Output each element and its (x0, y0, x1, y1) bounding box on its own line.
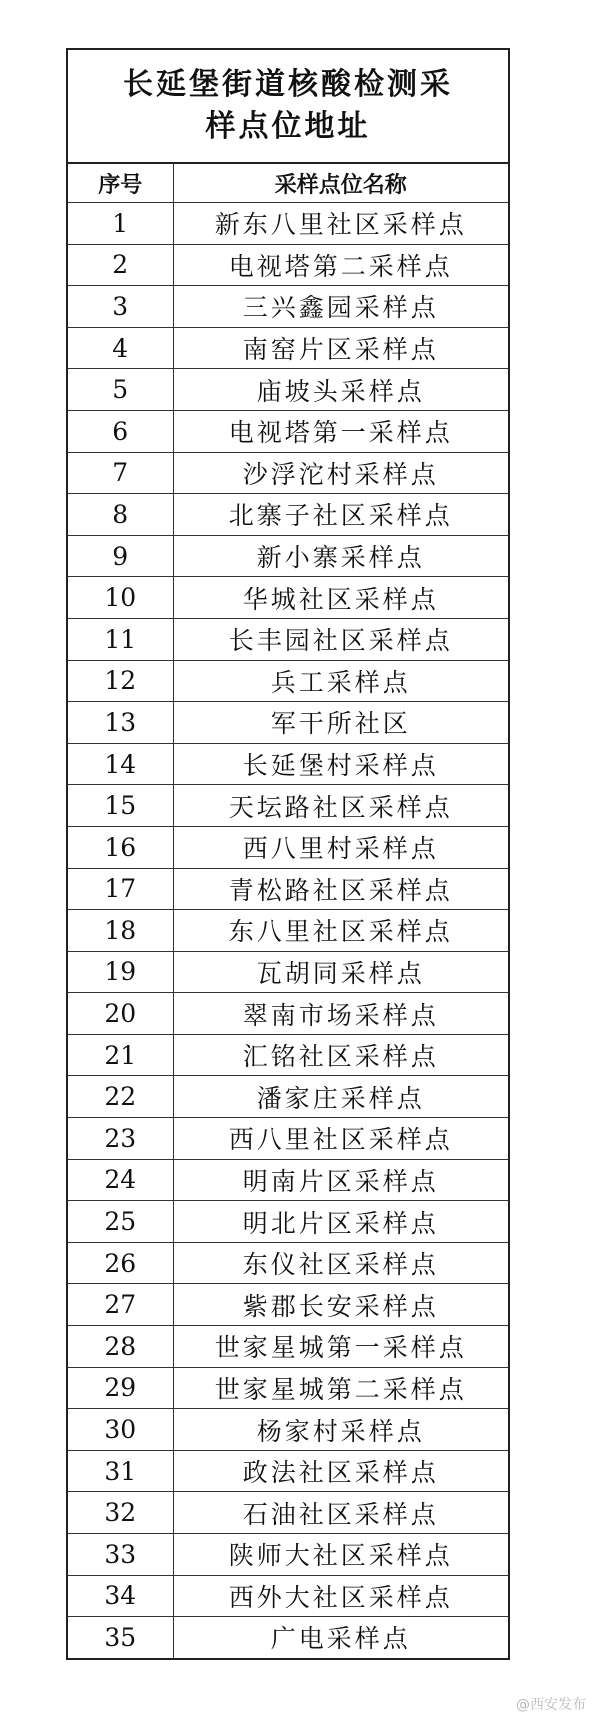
title-line-1: 长延堡街道核酸检测采 (123, 67, 453, 102)
table-row (68, 535, 508, 577)
table-row (68, 1617, 508, 1658)
column-header-number: 序号 (68, 164, 173, 203)
table-row (68, 785, 508, 827)
table-row (68, 1076, 508, 1118)
site-name: 明南片区采样点 (173, 1159, 508, 1201)
row-number: 31 (68, 1450, 173, 1492)
table-row (68, 452, 508, 494)
row-number: 34 (68, 1575, 173, 1617)
table-row (68, 203, 508, 245)
table-row (68, 494, 508, 536)
table-row (68, 993, 508, 1035)
row-number: 28 (68, 1326, 173, 1368)
table-row (68, 1409, 508, 1451)
weibo-watermark: @西安发布 (516, 1697, 586, 1713)
row-number: 11 (68, 618, 173, 660)
row-number: 30 (68, 1409, 173, 1451)
row-number: 26 (68, 1242, 173, 1284)
site-name: 明北片区采样点 (173, 1201, 508, 1243)
table-row (68, 1034, 508, 1076)
site-name: 长丰园社区采样点 (173, 618, 508, 660)
row-number: 9 (68, 535, 173, 577)
row-number: 35 (68, 1617, 173, 1658)
site-name: 沙浮沱村采样点 (173, 452, 508, 494)
site-name: 新小寨采样点 (173, 535, 508, 577)
site-name: 陕师大社区采样点 (173, 1534, 508, 1576)
row-number: 15 (68, 785, 173, 827)
site-name: 翠南市场采样点 (173, 993, 508, 1035)
table-row (68, 1450, 508, 1492)
site-name: 北寨子社区采样点 (173, 494, 508, 536)
row-number: 7 (68, 452, 173, 494)
table-row (68, 577, 508, 619)
table-row (68, 1159, 508, 1201)
site-name: 潘家庄采样点 (173, 1076, 508, 1118)
row-number: 13 (68, 702, 173, 744)
table-row (68, 951, 508, 993)
site-name: 长延堡村采样点 (173, 743, 508, 785)
row-number: 3 (68, 286, 173, 328)
table-row (68, 702, 508, 744)
site-name: 世家星城第二采样点 (173, 1367, 508, 1409)
site-name: 石油社区采样点 (173, 1492, 508, 1534)
row-number: 12 (68, 660, 173, 702)
column-header-site-name: 采样点位名称 (173, 164, 508, 203)
table-row (68, 1534, 508, 1576)
row-number: 18 (68, 910, 173, 952)
table-row (68, 910, 508, 952)
site-name: 西八里村采样点 (173, 826, 508, 868)
sampling-sites-table (68, 164, 508, 1658)
row-number: 1 (68, 203, 173, 245)
row-number: 32 (68, 1492, 173, 1534)
site-name: 瓦胡同采样点 (173, 951, 508, 993)
table-row (68, 868, 508, 910)
site-name: 汇铭社区采样点 (173, 1034, 508, 1076)
site-name: 世家星城第一采样点 (173, 1326, 508, 1368)
table-row (68, 1118, 508, 1160)
row-number: 6 (68, 410, 173, 452)
site-name: 兵工采样点 (173, 660, 508, 702)
site-name: 庙坡头采样点 (173, 369, 508, 411)
site-name: 军干所社区 (173, 702, 508, 744)
row-number: 5 (68, 369, 173, 411)
table-row (68, 1492, 508, 1534)
table-row (68, 1575, 508, 1617)
table-row (68, 286, 508, 328)
table-row (68, 1284, 508, 1326)
site-name: 新东八里社区采样点 (173, 203, 508, 245)
row-number: 14 (68, 743, 173, 785)
site-name: 天坛路社区采样点 (173, 785, 508, 827)
table-row (68, 327, 508, 369)
site-name: 华城社区采样点 (173, 577, 508, 619)
row-number: 16 (68, 826, 173, 868)
row-number: 17 (68, 868, 173, 910)
row-number: 24 (68, 1159, 173, 1201)
table-row (68, 1367, 508, 1409)
site-name: 电视塔第一采样点 (173, 410, 508, 452)
site-name: 西外大社区采样点 (173, 1575, 508, 1617)
row-number: 20 (68, 993, 173, 1035)
table-row (68, 660, 508, 702)
table-body (68, 203, 508, 1658)
row-number: 22 (68, 1076, 173, 1118)
table-row (68, 1326, 508, 1368)
table-row (68, 244, 508, 286)
row-number: 19 (68, 951, 173, 993)
row-number: 29 (68, 1367, 173, 1409)
site-name: 广电采样点 (173, 1617, 508, 1658)
row-number: 8 (68, 494, 173, 536)
table-row (68, 369, 508, 411)
table-row (68, 1242, 508, 1284)
site-name: 政法社区采样点 (173, 1450, 508, 1492)
title-line-2: 样点位地址 (205, 109, 371, 144)
table-row (68, 618, 508, 660)
site-name: 紫郡长安采样点 (173, 1284, 508, 1326)
site-name: 西八里社区采样点 (173, 1118, 508, 1160)
table-row (68, 826, 508, 868)
row-number: 25 (68, 1201, 173, 1243)
site-name: 东八里社区采样点 (173, 910, 508, 952)
document-sheet (66, 48, 510, 1660)
site-name: 东仪社区采样点 (173, 1242, 508, 1284)
row-number: 23 (68, 1118, 173, 1160)
site-name: 电视塔第二采样点 (173, 244, 508, 286)
row-number: 10 (68, 577, 173, 619)
site-name: 三兴鑫园采样点 (173, 286, 508, 328)
table-row (68, 743, 508, 785)
row-number: 33 (68, 1534, 173, 1576)
table-row (68, 410, 508, 452)
site-name: 南窑片区采样点 (173, 327, 508, 369)
row-number: 4 (68, 327, 173, 369)
site-name: 杨家村采样点 (173, 1409, 508, 1451)
row-number: 27 (68, 1284, 173, 1326)
table-header-row (68, 164, 508, 203)
document-title (68, 50, 508, 164)
site-name: 青松路社区采样点 (173, 868, 508, 910)
table-row (68, 1201, 508, 1243)
row-number: 21 (68, 1034, 173, 1076)
row-number: 2 (68, 244, 173, 286)
